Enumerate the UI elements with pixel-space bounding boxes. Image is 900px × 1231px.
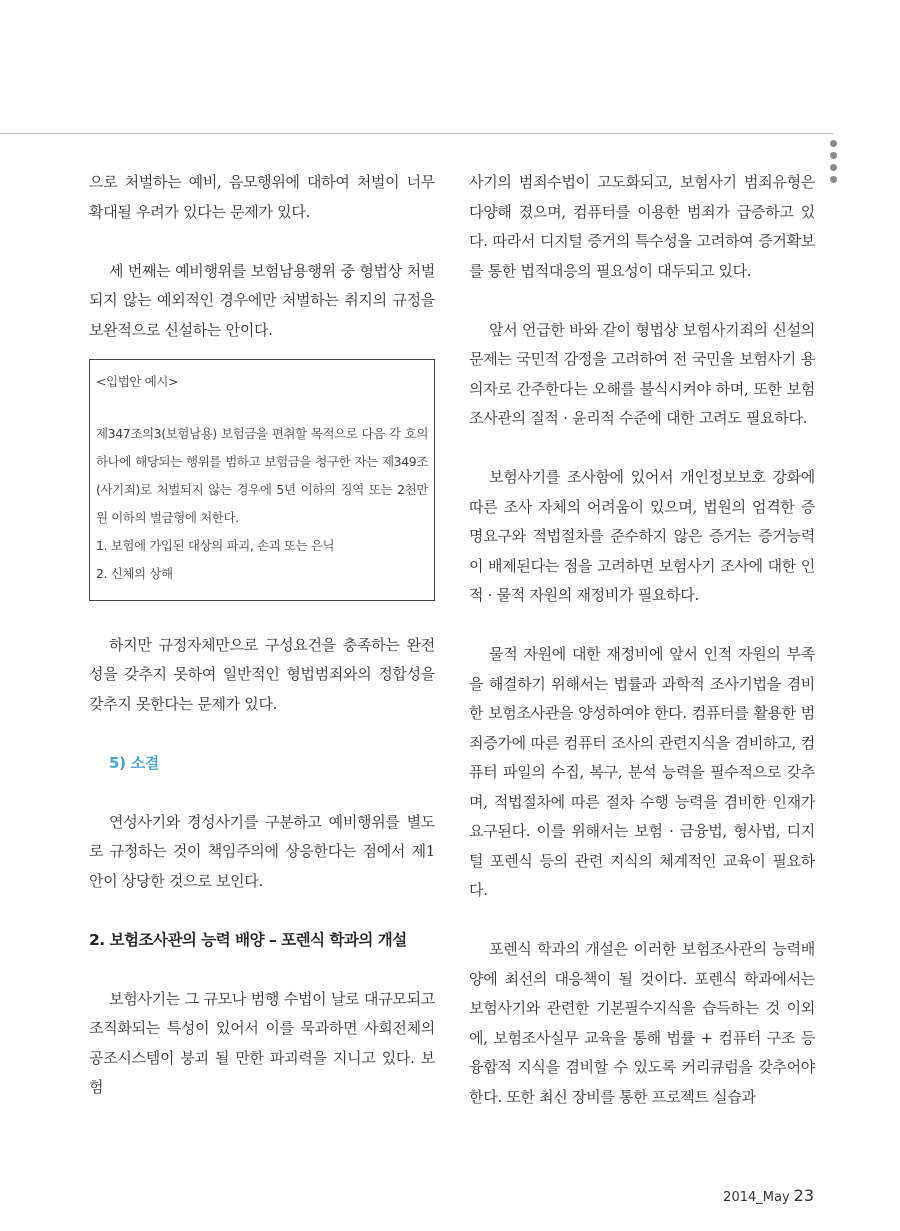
dot-icon xyxy=(830,152,837,159)
footer-date: 2014_May xyxy=(723,1190,790,1205)
decorative-dots xyxy=(830,140,840,188)
right-paragraph-5: 포렌식 학과의 개설은 이러한 보험조사관의 능력배양에 최선의 대응책이 될 것이다. 포렌식 학과에서는 보험사기와 관련한 기본필수지식을 습득하는 것 이외에, 보험조사실무 교육을 통해 법률 + 컴퓨터 구조 등 융합적 지식을 겸비할 수 있도록 커리큐럼을 갖추어야 한다. 또한 최신 장비를 통한 프로젝트 실습과 xyxy=(469,940,815,1106)
example-box-body: 제347조의3(보험남용) 보험금을 편취할 목적으로 다음 각 호의 하나에 해당되는 행위를 범하고 보험금을 청구한 자는 제349조(사기죄)로 처벌되지 않는 경우에 5년 이하의 징역 또는 2천만원 이하의 벌금형에 처한다. xyxy=(96,426,428,525)
example-box-item-1: 1. 보험에 가입된 대상의 파괴, 손괴 또는 은닉 xyxy=(96,538,335,553)
page-footer xyxy=(723,1186,814,1205)
legislation-example-box xyxy=(89,359,435,601)
dot-icon xyxy=(830,140,837,147)
left-paragraph-2: 세 번째는 예비행위를 보험남용행위 중 형법상 처벌되지 않는 예외적인 경우에만 처벌하는 취지의 규정을 보완적으로 신설하는 안이다. xyxy=(89,261,435,339)
left-paragraph-1: 으로 처벌하는 예비, 음모행위에 대하여 처벌이 너무 확대될 우려가 있다는 문제가 있다. xyxy=(89,173,435,221)
right-paragraph-2: 앞서 언급한 바와 같이 형법상 보험사기죄의 신설의 문제는 국민적 감정을 고려하여 전 국민을 보험사기 용의자로 간주한다는 오해를 불식시켜야 하며, 또한 보험조사관의 질적 · 윤리적 수준에 대한 고려도 필요하다. xyxy=(469,320,815,427)
dot-icon xyxy=(830,164,837,171)
left-paragraph-4: 연성사기와 경성사기를 구분하고 예비행위를 별도로 규정하는 것이 책임주의에 상응한다는 점에서 제1안이 상당한 것으로 보인다. xyxy=(89,812,435,890)
subheading-conclusion: 5) 소결 xyxy=(109,753,159,772)
right-paragraph-1: 사기의 범죄수법이 고도화되고, 보험사기 범죄유형은 다양해 졌으며, 컴퓨터를 이용한 범죄가 급증하고 있다. 따라서 디지털 증거의 특수성을 고려하여 증거확보를 통한 법적대응의 필요성이 대두되고 있다. xyxy=(469,173,815,280)
example-box-item-2: 2. 신체의 상해 xyxy=(96,566,173,581)
section-heading: 2. 보험조사관의 능력 배양 – 포렌식 학과의 개설 xyxy=(89,930,407,949)
right-paragraph-4: 물적 자원에 대한 재정비에 앞서 인적 자원의 부족을 해결하기 위해서는 법률과 과학적 조사기법을 겸비한 보험조사관을 양성하여야 한다. 컴퓨터를 활용한 범죄증가에 따른 컴퓨터 조사의 관련지식을 겸비하고, 컴퓨터 파일의 수집, 복구, 분석 능력을 필수적으로 갖추며, 적법절차에 따른 절차 수행 능력을 겸비한 인재가 요구된다. 이를 위해서는 보험 · 금융법, 형사법, 디지털 포렌식 등의 관련 지식의 체계적인 교육이 필요하다. xyxy=(469,645,815,899)
left-paragraph-5: 보험사기는 그 규모나 범행 수법이 날로 대규모되고 조직화되는 특성이 있어서 이를 묵과하면 사회전체의 공조시스템이 붕괴 될 만한 파괴력을 지니고 있다. 보험 xyxy=(89,989,435,1096)
header-rule xyxy=(0,133,833,134)
left-paragraph-3: 하지만 규정자체만으로 구성요건을 충족하는 완전성을 갖추지 못하여 일반적인 형법범죄와의 정합성을 갖추지 못한다는 문제가 있다. xyxy=(89,635,435,713)
example-box-title: <입법안 예시> xyxy=(96,374,179,389)
right-column xyxy=(469,168,815,1112)
dot-icon xyxy=(830,176,837,183)
right-paragraph-3: 보험사기를 조사함에 있어서 개인정보보호 강화에 따른 조사 자체의 어려움이 있으며, 법원의 엄격한 증명요구와 적법절차를 준수하지 않은 증거는 증거능력이 배제된다는 점을 고려하면 보험사기 조사에 대한 인적 · 물적 자원의 재정비가 필요하다. xyxy=(469,468,815,604)
left-column xyxy=(89,168,435,1103)
page-number: 23 xyxy=(793,1186,814,1205)
